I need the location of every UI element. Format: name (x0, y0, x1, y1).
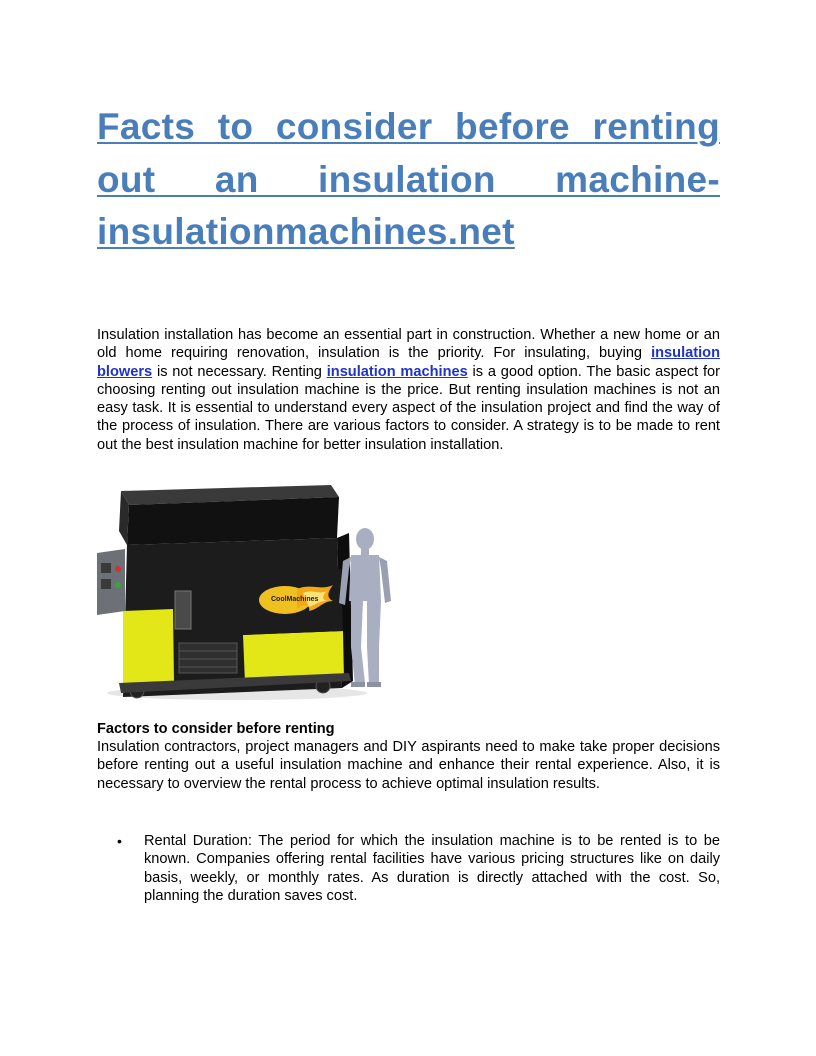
insulation-machine-image (97, 483, 397, 703)
insulation-blowers-link[interactable]: insulation blowers (97, 345, 720, 380)
list-item (97, 832, 720, 905)
bullet-text: Rental Duration: The period for which the insulation machine is to be rented is to be known. Companies offering rental facilities have various pricing structures like on daily basis, weekly, or monthly rates. As duration is directly attached with the cost. So, planning the duration saves cost. (144, 833, 720, 904)
intro-paragraph (97, 326, 720, 454)
intro-text-3: is a good option. The basic aspect for choosing renting out insulation machine is the price. But renting insulation machines is not an easy task. It is essential to understand every aspect of the insulation project and find the way of the process of insulation. There are various factors to consider. A strategy is to be made to rent out the best insulation machine for better insulation installation. (97, 363, 720, 453)
roller (179, 643, 237, 673)
bullet-marker: • (117, 833, 122, 849)
intro-text-1: Insulation installation has become an essential part in construction. Whether a new home or an old home requiring renovation, insulation is the priority. For insulating, buying (97, 327, 720, 362)
inspection-window (175, 591, 191, 629)
logo-text: CoolMachines (271, 596, 319, 603)
page-title (97, 101, 720, 259)
hopper-inner (127, 497, 339, 545)
insulation-machines-link[interactable]: insulation machines (326, 363, 468, 380)
section-paragraph: Insulation contractors, project managers and DIY aspirants need to make take proper decisions before renting out a useful insulation machine and enhance their rental experience. Also, it is necessary to overview the rental process to achieve optimal insulation results. (97, 739, 720, 792)
bullet-list (97, 832, 720, 905)
intro-text-2: is not necessary. Renting (152, 363, 327, 380)
title-link[interactable]: Facts to consider before renting out an insulation machine-insulationmachines.net (97, 106, 720, 252)
section-heading: Factors to consider before renting (97, 721, 335, 737)
yellow-panel-left (123, 609, 174, 687)
